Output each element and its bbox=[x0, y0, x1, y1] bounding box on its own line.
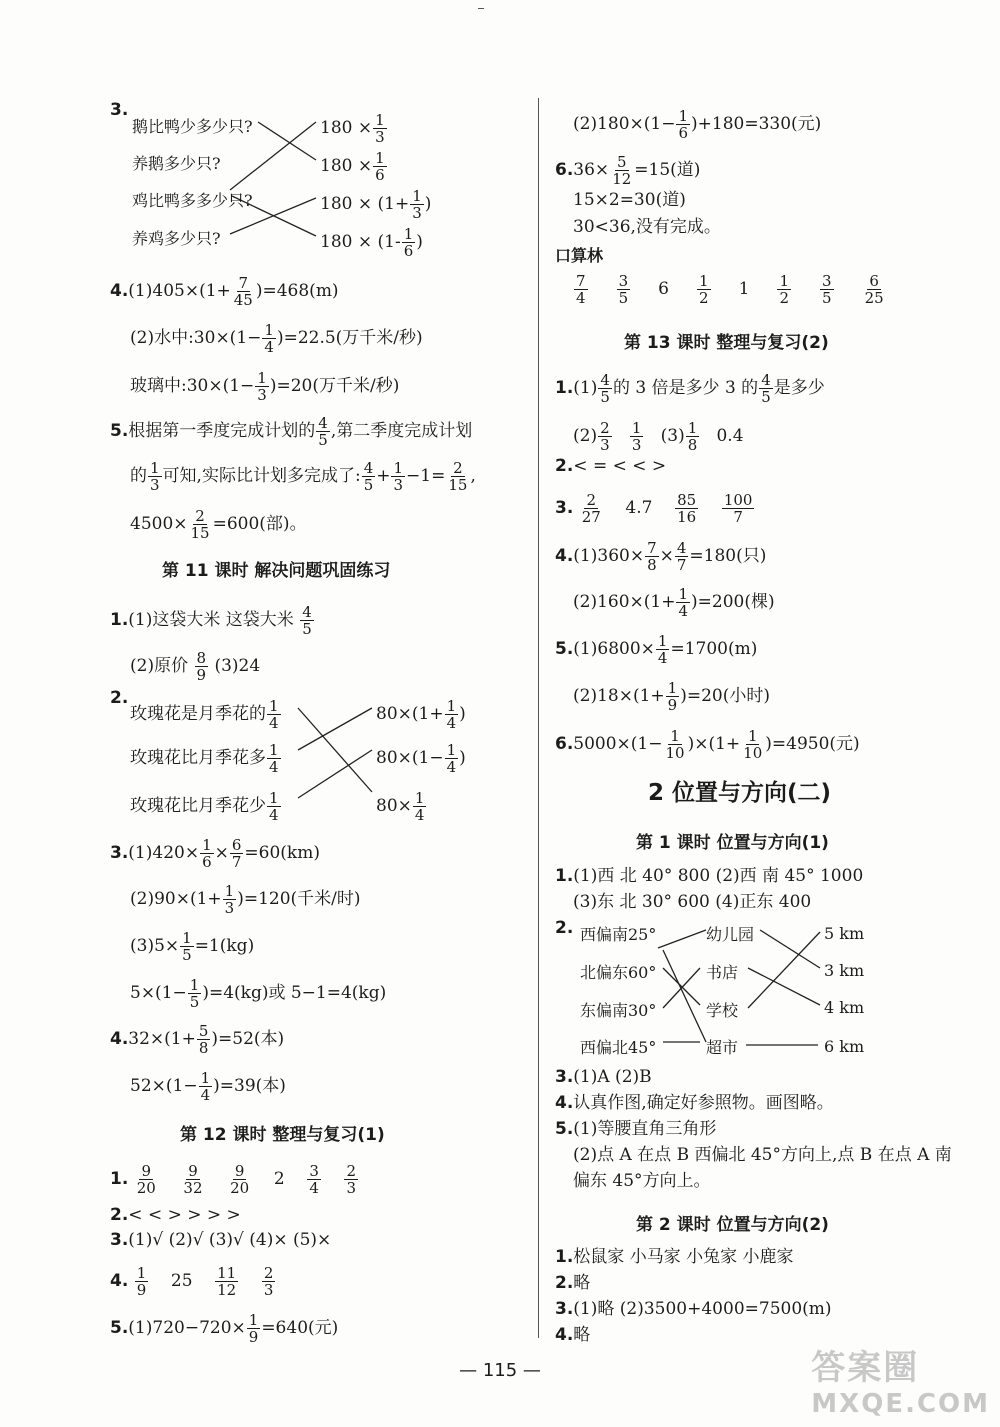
answer-line: 3.(1)420× $\frac{1}{6}$ × $\frac{6}{7}$ =60(km) bbox=[110, 836, 320, 871]
answer-line: 6.36× $\frac{5}{12}$ =15(道) bbox=[555, 153, 701, 188]
answer-line: 3. $\frac{2}{27}$ 4.7 $\frac{85}{16}$ $\frac{100}{7}$ bbox=[555, 491, 753, 526]
answer-line: 4.(1)360× $\frac{7}{8}$ × $\frac{4}{7}$ =180(只) bbox=[555, 539, 767, 574]
section-heading: 第 1 课时 位置与方向(1) bbox=[636, 833, 829, 853]
answer-line: 4.32×(1+ $\frac{5}{8}$ )=52(本) bbox=[110, 1022, 285, 1057]
section-heading: 第 12 课时 整理与复习(1) bbox=[180, 1125, 385, 1145]
match-item: 养鸡多少只? bbox=[132, 229, 221, 248]
question-number: 3. bbox=[110, 100, 129, 120]
answer-line: 2.< < > > > > bbox=[110, 1205, 241, 1225]
answer-line: 5.根据第一季度完成计划的 $\frac{4}{5}$ ,第二季度完成计划 bbox=[110, 414, 473, 449]
answer-line: 的 $\frac{1}{3}$ 可知,实际比计划多完成了: $\frac{4}{5}$ + $\frac{1}{3}$ −1= $\frac{2}{15}$ , bbox=[130, 459, 476, 494]
answer-line: (3)5× $\frac{1}{5}$ =1(kg) bbox=[130, 929, 255, 964]
match-line bbox=[748, 968, 820, 1005]
answer-line: 3.(1)A (2)B bbox=[555, 1067, 652, 1087]
answer-line: 52×(1− $\frac{1}{4}$ )=39(本) bbox=[130, 1069, 286, 1104]
match-line bbox=[658, 930, 706, 948]
watermark-domain: MXQE.COM bbox=[811, 1389, 990, 1419]
watermark-text: 答案圈 bbox=[811, 1348, 920, 1388]
match-item: 玫瑰花比月季花多 $\frac{1}{4}$ bbox=[130, 741, 279, 776]
match-line bbox=[748, 932, 820, 1008]
match-expression: 180 × $\frac{1}{3}$ bbox=[320, 111, 385, 146]
answer-line: 4.认真作图,确定好参照物。画图略。 bbox=[555, 1093, 834, 1113]
match-expression: 180 × (1- $\frac{1}{6}$ ) bbox=[320, 225, 423, 260]
distance-label: 5 km bbox=[824, 924, 865, 943]
answer-line: 4.略 bbox=[555, 1325, 591, 1345]
answer-line: 15×2=30(道) bbox=[573, 190, 686, 210]
answer-line: (2)点 A 在点 B 西偏北 45°方向上,点 B 在点 A 南 bbox=[573, 1145, 952, 1165]
section-heading: 第 13 课时 整理与复习(2) bbox=[624, 333, 829, 353]
direction-label: 西偏南25° bbox=[580, 925, 657, 944]
question-number: 2. bbox=[555, 918, 574, 938]
section-heading: 第 2 课时 位置与方向(2) bbox=[636, 1215, 829, 1235]
match-line bbox=[298, 708, 372, 792]
answer-line: 4500× $\frac{2}{15}$ =600(部)。 bbox=[130, 507, 307, 542]
answer-line: 2.略 bbox=[555, 1273, 591, 1293]
match-item: 玫瑰花比月季花少 $\frac{1}{4}$ bbox=[130, 789, 279, 824]
match-expression: 80×(1+ $\frac{1}{4}$ ) bbox=[376, 697, 466, 732]
match-line bbox=[298, 708, 372, 750]
page-number: — 115 — bbox=[459, 1360, 541, 1381]
direction-label: 西偏北45° bbox=[580, 1038, 657, 1057]
match-line bbox=[760, 930, 820, 968]
answer-line: 4. $\frac{1}{9}$ 25 $\frac{11}{12}$ $\frac{2}{3}$ bbox=[110, 1264, 274, 1299]
section-heading: 口算林 bbox=[555, 246, 604, 265]
answer-line: 3.(1)√ (2)√ (3)√ (4)× (5)× bbox=[110, 1230, 332, 1250]
distance-label: 6 km bbox=[824, 1037, 865, 1056]
answer-line: (2)18×(1+ $\frac{1}{9}$ )=20(小时) bbox=[573, 679, 770, 714]
match-line bbox=[258, 122, 316, 160]
answer-line: (3)东 北 30° 600 (4)正东 400 bbox=[573, 892, 812, 912]
answer-line: 4.(1)405×(1+ $\frac{7}{45}$ )=468(m) bbox=[110, 274, 339, 309]
answer-line: 玻璃中:30×(1− $\frac{1}{3}$ )=20(万千米/秒) bbox=[130, 369, 400, 404]
answer-line: (2)原价 $\frac{8}{9}$ (3)24 bbox=[130, 649, 261, 684]
answer-line: 5×(1− $\frac{1}{5}$ )=4(kg)或 5−1=4(kg) bbox=[130, 976, 387, 1011]
answer-line: 3.(1)略 (2)3500+4000=7500(m) bbox=[555, 1299, 832, 1319]
question-number: 2. bbox=[110, 688, 129, 708]
distance-label: 3 km bbox=[824, 961, 865, 980]
match-item: 鸡比鸭多多少只? bbox=[132, 191, 253, 210]
answer-line: (2) $\frac{2}{3}$ $\frac{1}{3}$ (3) $\frac{1}{8}$ 0.4 bbox=[573, 419, 744, 454]
answer-line: 5.(1)等腰直角三角形 bbox=[555, 1119, 717, 1139]
answer-line: 1.松鼠家 小马家 小兔家 小鹿家 bbox=[555, 1247, 794, 1267]
match-line bbox=[663, 950, 706, 1042]
answer-line: (2)水中:30×(1− $\frac{1}{4}$ )=22.5(万千米/秒) bbox=[130, 321, 423, 356]
match-line bbox=[298, 750, 372, 798]
answer-line: 偏东 45°方向上。 bbox=[573, 1171, 711, 1191]
answer-line: 6.5000×(1− $\frac{1}{10}$ )×(1+ $\frac{1}{10}$ )=4950(元) bbox=[555, 727, 860, 762]
answer-line: 30<36,没有完成。 bbox=[573, 217, 721, 237]
watermark-logo bbox=[811, 1340, 990, 1419]
answer-line: 5.(1)720−720× $\frac{1}{9}$ =640(元) bbox=[110, 1311, 339, 1346]
distance-label: 4 km bbox=[824, 998, 865, 1017]
section-heading: 第 11 课时 解决问题巩固练习 bbox=[162, 561, 391, 581]
place-label: 幼儿园 bbox=[706, 925, 755, 944]
answer-line: (2)160×(1+ $\frac{1}{4}$ )=200(棵) bbox=[573, 585, 775, 620]
place-label: 学校 bbox=[706, 1001, 739, 1020]
match-item: 鹅比鸭少多少只? bbox=[132, 117, 253, 136]
direction-label: 东偏南30° bbox=[580, 1001, 657, 1020]
answer-line: 1.(1) $\frac{4}{5}$ 的 3 倍是多少 3 的 $\frac{4}{5}$ 是多少 bbox=[555, 371, 825, 406]
mental-math-answers: $\frac{7}{4}$ $\frac{3}{5}$ 6 $\frac{1}{2}$ 1 $\frac{1}{2}$ $\frac{3}{5}$ $\frac{6}{25}$ bbox=[576, 272, 884, 307]
answer-line: (2)90×(1+ $\frac{1}{3}$ )=120(千米/时) bbox=[130, 882, 361, 917]
match-item: 养鹅多少只? bbox=[132, 154, 221, 173]
place-label: 超市 bbox=[706, 1038, 739, 1057]
answer-line: 1.(1)西 北 40° 800 (2)西 南 45° 1000 bbox=[555, 866, 864, 886]
match-expression: 80×(1− $\frac{1}{4}$ ) bbox=[376, 741, 466, 776]
place-label: 书店 bbox=[706, 963, 739, 982]
direction-label: 北偏东60° bbox=[580, 963, 657, 982]
answer-line: 5.(1)6800× $\frac{1}{4}$ =1700(m) bbox=[555, 632, 758, 667]
answer-line: (2)180×(1− $\frac{1}{6}$ )+180=330(元) bbox=[573, 107, 822, 142]
match-expression: 80× $\frac{1}{4}$ bbox=[376, 789, 425, 824]
unit-title: 2 位置与方向(二) bbox=[648, 780, 832, 806]
match-expression: 180 × $\frac{1}{6}$ bbox=[320, 149, 385, 184]
match-expression: 180 × (1+ $\frac{1}{3}$ ) bbox=[320, 187, 432, 222]
match-item: 玫瑰花是月季花的 $\frac{1}{4}$ bbox=[130, 697, 279, 732]
answer-line: 1.(1)这袋大米 这袋大米 $\frac{4}{5}$ bbox=[110, 603, 312, 638]
answer-line: 2.< = < < > bbox=[555, 456, 667, 476]
answer-line: 1. $\frac{9}{20}$ $\frac{9}{32}$ $\frac{9}{20}$ 2 $\frac{3}{4}$ $\frac{2}{3}$ bbox=[110, 1162, 357, 1197]
